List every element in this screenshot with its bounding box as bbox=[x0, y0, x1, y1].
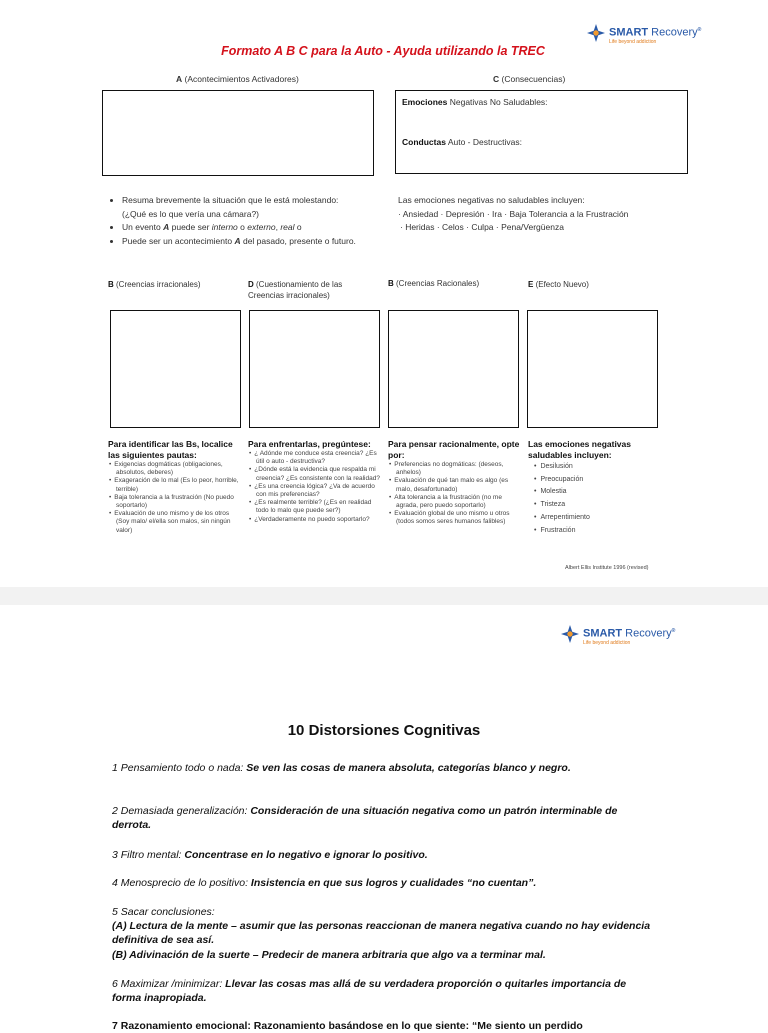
col-d-list: • ¿ Adónde me conduce esta creencia? ¿Es útil o auto - destructiva? • ¿Dónde está la evidencia que respalda mi creencia? ¿Es consistente con la realidad? • ¿Es una creencia lógica? ¿Va de acuerdo con mis preferencias? • ¿Es realmente terrible? (¿Es en realidad todo lo malo que puede ser?) • ¿Verdaderamente no puedo soportarlo? bbox=[248, 450, 382, 524]
a-bullet-3: • Puede ser un acontecimiento A del pasado, presente o futuro. bbox=[122, 235, 402, 249]
col-b-rational-header: B (Creencias Racionales) bbox=[388, 279, 480, 288]
col-d-guide: Para enfrentarlas, pregúntese: • ¿ Adónde me conduce esta creencia? ¿Es útil o auto - destructiva? • ¿Dónde está la evidencia que respalda mi creencia? ¿Es consistente con la realidad? • ¿Es una creencia lógica? ¿Va de acuerdo con mis preferencias? • ¿Es realmente terrible? (¿Es en realidad todo lo malo que puede ser?) • ¿Verdaderamente no puedo soportarlo? bbox=[248, 439, 382, 524]
distortion-7-partial: 7 Razonamiento emocional: Razonamiento basándose en lo que siente: “Me siento un perdido bbox=[112, 1020, 583, 1032]
conduct-line: Conductas Auto - Destructivas: bbox=[402, 137, 522, 147]
page-separator bbox=[0, 587, 768, 605]
smart-recovery-logo-2: SMART Recovery® Life beyond addiction bbox=[561, 625, 675, 646]
a-bullet-2: • Un evento A puede ser interno o externo, real o bbox=[122, 221, 402, 235]
distortion-6: 6 Maximizar /minimizar: Llevar las cosas mas allá de su verdadera proporción o quitarles importancia de forma inapropiada. bbox=[112, 978, 627, 1005]
distortion-1: 1 Pensamiento todo o nada: Se ven las cosas de manera absoluta, categorías blanco y negro. bbox=[112, 762, 571, 774]
col-e-list: • Desilusión • Preocupación • Molestia • Tristeza • Arrepentimiento • Frustración bbox=[528, 461, 662, 537]
col-d-header: D (Cuestionamiento de las Creencias irracionales) bbox=[248, 280, 343, 300]
smart-recovery-logo: SMART Recovery® Life beyond addiction bbox=[587, 24, 701, 45]
box-c[interactable] bbox=[395, 90, 688, 174]
col-b-irrational-list: • Exigencias dogmáticas (obligaciones, absolutos, deberes) • Exageración de lo mal (Es lo peor, horrible, terrible) • Baja tolerancia a la frustración (No puedo soportarlo) • Evaluación de uno mismo y de los otros (Soy malo/ el/ella son malos, sin ningún valor) bbox=[108, 461, 242, 535]
box-b-rational[interactable] bbox=[388, 310, 519, 428]
c-notes: Las emociones negativas no saludables incluyen: · Ansiedad · Depresión · Ira · Baja Tolerancia a la Frustración · Heridas · Celos · Culpa · Pena/Vergüenza bbox=[398, 195, 629, 232]
box-d[interactable] bbox=[249, 310, 380, 428]
logo-brand-2: Recovery bbox=[651, 26, 698, 39]
distortion-3: 3 Filtro mental: Concentrase en lo negativo e ignorar lo positivo. bbox=[112, 849, 428, 861]
col-b-irrational-header: B (Creencias irracionales) bbox=[108, 280, 201, 289]
col-b-irrational-guide: Para identificar las Bs, localice las siguientes pautas: • Exigencias dogmáticas (obligaciones, absolutos, deberes) • Exageración de lo mal (Es lo peor, horrible, terrible) • Baja tolerancia a la frustración (No puedo soportarlo) • Evaluación de uno mismo y de los otros (Soy malo/ el/ella son malos, sin ningún valor) bbox=[108, 439, 242, 535]
smart-star-icon bbox=[587, 24, 605, 42]
logo-tagline: Life beyond addiction bbox=[609, 38, 657, 45]
col-b-rational-list: • Preferencias no dogmáticas: (deseos, anhelos) • Evaluación de qué tan malo es algo (es malo, desafortunado) • Alta tolerancia a la frustración (no me agrada, pero puedo soportarlo) • Evaluación global de uno mismo u otros (todos somos seres humanos falibles) bbox=[388, 461, 522, 527]
box-a[interactable] bbox=[102, 90, 374, 176]
distortion-5: 5 Sacar conclusiones: (A) Lectura de la mente – asumir que las personas reaccionan de manera negativa cuando no hay evidencia definitiva de sea así. (B) Adivinación de la suerte – Predecir de manera arbitraria que algo va a terminar mal. bbox=[112, 906, 651, 961]
a-bullet-1: • Resuma brevemente la situación que le está molestando: (¿Qué es lo que vería una cámara?) bbox=[122, 194, 402, 221]
section-a-header: A (Acontecimientos Activadores) bbox=[176, 74, 299, 84]
distortion-2: 2 Demasiada generalización: Consideración de una situación negativa como un patrón interminable de derrota. bbox=[112, 805, 618, 832]
section-c-header: C (Consecuencias) bbox=[493, 74, 566, 84]
box-e[interactable] bbox=[527, 310, 658, 428]
logo-brand: SMART bbox=[609, 26, 649, 39]
col-e-header: E (Efecto Nuevo) bbox=[528, 280, 589, 289]
credit-line: Albert Ellis Institute 1996 (revised) bbox=[565, 565, 649, 571]
smart-star-icon bbox=[561, 625, 579, 643]
distortion-4: 4 Menosprecio de lo positivo: Insistencia en que sus logros y cualidades “no cuentan”. bbox=[112, 877, 537, 889]
emotions-line: Emociones Negativas No Saludables: bbox=[402, 97, 548, 107]
box-b-irrational[interactable] bbox=[110, 310, 241, 428]
col-b-rational-guide: Para pensar racionalmente, opte por: • Preferencias no dogmáticas: (deseos, anhelos) • Evaluación de qué tan malo es algo (es malo, desafortunado) • Alta tolerancia a la frustración (no me agrada, pero puedo soportarlo) • Evaluación global de uno mismo u otros (todos somos seres humanos falibles) bbox=[388, 439, 522, 527]
distortions-title: 10 Distorsiones Cognitivas bbox=[287, 722, 481, 739]
col-e-guide: Las emociones negativas saludables incluyen: • Desilusión • Preocupación • Molestia • Tristeza • Arrepentimiento • Frustración bbox=[528, 439, 662, 537]
page-title: Formato A B C para la Auto - Ayuda utilizando la TREC bbox=[221, 44, 545, 58]
a-bullets bbox=[108, 194, 402, 248]
